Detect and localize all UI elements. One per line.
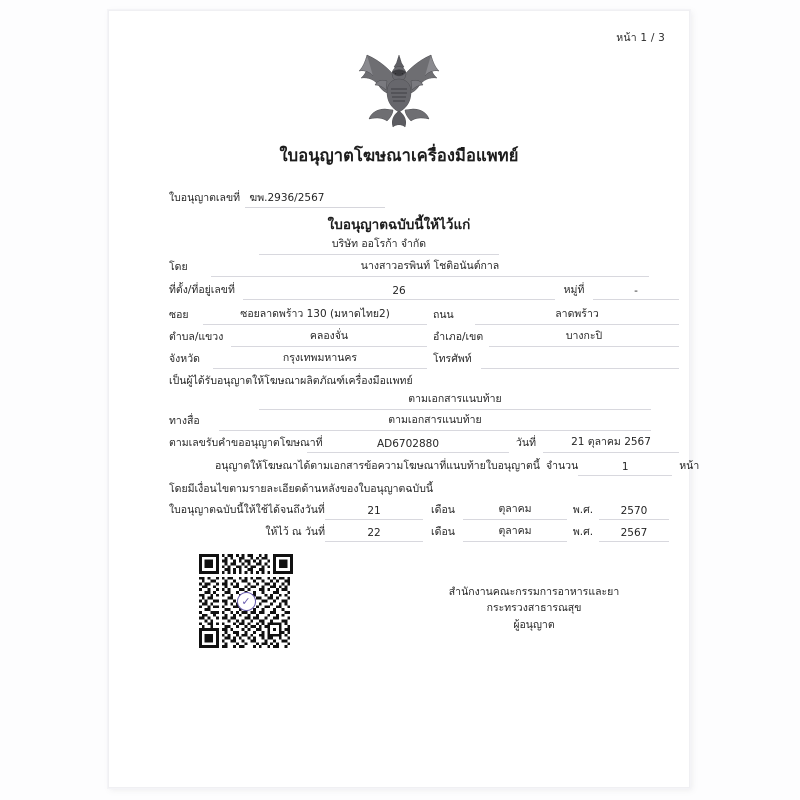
address-houseno-row [169,281,679,300]
attachment-count-value: 1 [578,461,672,476]
address-soi-road-row [169,305,679,325]
issuing-ministry: กระทรวงสาธารณสุข [486,602,582,615]
road-value: ลาดพร้าว [475,305,679,325]
address-subdistrict-district-row [169,327,679,347]
representative-value: นางสาวอรพินท์ โชติอนันต์กาล [211,257,649,277]
issue-month-label: เดือน [431,526,455,538]
verification-qr-code[interactable] [199,554,293,648]
license-number-label: ใบอนุญาตเลขที่ [169,192,241,204]
attachment-count-label: จำนวน [545,460,579,472]
licensee-company-name: บริษัท ออโรก้า จำกัด [259,235,499,255]
page-title: ใบอนุญาตโฆษณาเครื่องมือแพทย์ [279,146,519,165]
province-label: จังหวัด [169,353,200,365]
expiry-day-value: 21 [325,505,423,520]
garuda-emblem [351,45,447,131]
application-ref-label: ตามเลขรับคำขออนุญาตโฆษณาที่ [169,437,323,449]
application-ref-value: AD6702880 [307,438,509,453]
issue-year-label: พ.ศ. [572,526,594,538]
media-value: ตามเอกสารแนบท้าย [219,411,651,431]
issue-month-value: ตุลาคม [463,522,567,542]
attachment-indent-spacer [169,474,215,476]
expiry-year-value: 2570 [599,505,669,520]
media-label: ทางสื่อ [169,415,200,427]
condition-note: โดยมีเงื่อนไขตามรายละเอียดด้านหลังของใบอนุญาตฉบับนี้ [169,483,434,495]
application-date-label: วันที่ [516,437,536,449]
issue-label: ให้ไว้ ณ วันที่ [265,526,325,538]
attachment-count-row [169,457,700,476]
page-indicator: หน้า 1 / 3 [616,32,665,44]
road-label: ถนน [433,309,454,321]
subdistrict-value: คลองจั่น [231,327,427,347]
house-number-value: 26 [243,285,555,300]
issue-year-value: 2567 [599,527,669,542]
license-number-row [169,189,385,208]
address-province-phone-row [169,349,679,369]
attachment-page-unit: หน้า [679,460,700,472]
subdistrict-label: ตำบล/แขวง [169,331,224,343]
subtitle: ใบอนุญาตฉบับนี้ให้ไว้แก่ [327,217,471,233]
licensee-representative-row [169,257,649,277]
expiry-date-row [169,500,669,520]
issuing-authority: สำนักงานคณะกรรมการอาหารและยา [448,586,620,598]
representative-label: โดย [169,261,188,273]
permission-media-row [169,411,651,431]
document-page [108,10,700,788]
moo-value: - [593,285,679,300]
district-label: อำเภอ/เขต [433,331,484,343]
issuer-role: ผู้อนุญาต [513,618,555,631]
district-value: บางกะปิ [489,327,679,347]
application-date-value: 21 ตุลาคม 2567 [543,433,679,453]
issue-date-row [169,522,669,542]
soi-value: ซอยลาดพร้าว 130 (มหาดไทย2) [203,305,427,325]
permitted-product-value: ตามเอกสารแนบท้าย [259,390,651,410]
signature-block [409,584,659,633]
expiry-label: ใบอนุญาตฉบับนี้ให้ใช้ได้จนถึงวันที่ [169,504,325,516]
moo-label: หมู่ที่ [563,284,585,296]
attachment-prefix: อนุญาตให้โฆษณาได้ตามเอกสารข้อความโฆษณาที่แนบท้ายใบอนุญาตนี้ [215,460,540,472]
page-content-area [119,19,700,779]
emblem-container [119,45,679,131]
province-value: กรุงเทพมหานคร [213,349,427,369]
verification-stamp-icon: ✓ [237,592,256,611]
expiry-month-value: ตุลาคม [463,500,567,520]
phone-value [481,366,679,369]
issue-day-value: 22 [325,527,423,542]
application-reference-row [169,433,679,453]
phone-label: โทรศัพท์ [433,353,472,365]
house-number-label: ที่ตั้ง/ที่อยู่เลขที่ [169,284,235,296]
soi-label: ซอย [169,309,189,321]
expiry-year-label: พ.ศ. [572,504,594,516]
expiry-month-label: เดือน [431,504,455,516]
license-number-value: ฆพ.2936/2567 [245,189,385,208]
permission-statement: เป็นผู้ได้รับอนุญาตให้โฆษณาผลิตภัณฑ์เครื่องมือแพทย์ [169,375,413,387]
